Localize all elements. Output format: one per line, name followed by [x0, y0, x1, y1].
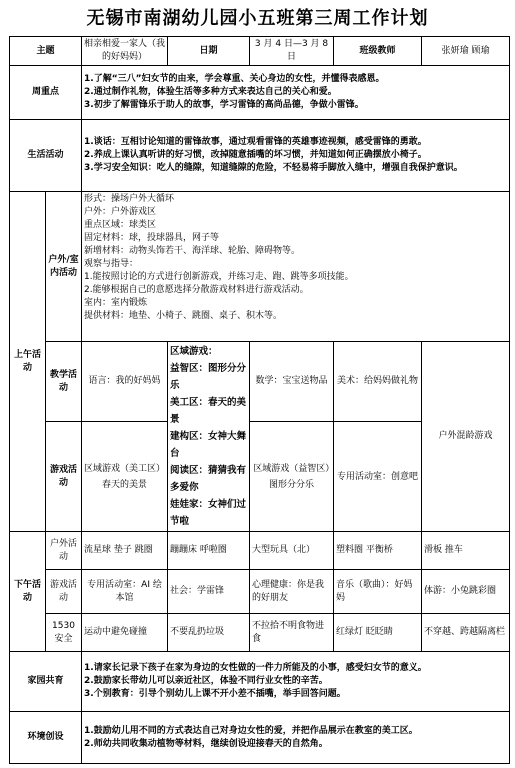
afternoon-row-label: 游戏活动 [46, 570, 82, 614]
game-special-room: 专用活动室：创意吧 [334, 422, 422, 532]
page-title: 无锡市南湖幼儿园小五班第三周工作计划 [86, 8, 429, 29]
env-label: 环境创设 [10, 712, 82, 764]
date-label: 日期 [168, 37, 250, 66]
area-item: 阅读区：猜猜我有多爱你 [170, 465, 247, 493]
env-list [82, 712, 510, 764]
teaching-label: 教学活动 [46, 342, 82, 422]
home-row [10, 652, 510, 712]
header-row [10, 37, 510, 66]
outdoor-label: 户外/室内活动 [46, 192, 82, 342]
afternoon-cell: 运动中避免碰撞 [82, 614, 168, 652]
area-games-cell [168, 342, 250, 532]
teaching-language: 语言：我的好妈妈 [82, 342, 168, 422]
game-label: 游戏活动 [46, 422, 82, 532]
afternoon-cell: 大型玩具（北） [250, 532, 334, 570]
morning-label: 上午活动 [10, 192, 46, 532]
teaching-math: 数学：宝宝送物品 [250, 342, 334, 422]
life-item: 1.谈话：互相讨论知道的雷锋故事，通过观看雷锋的英雄事迹视频，感受雷锋的勇敢。 [84, 137, 427, 147]
afternoon-cell: 心理健康：你是我的好朋友 [250, 570, 334, 614]
env-item: 2.师幼共同收集动植物等材料，继续创设迎接春天的自然角。 [84, 738, 328, 749]
date-value: 3 月 4 日—3 月 8 日 [250, 37, 334, 66]
afternoon-cell: 塑料圈 平衡桥 [334, 532, 422, 570]
home-list [82, 652, 510, 712]
outdoor-line: 室内：室内锻炼 [84, 298, 148, 308]
life-list [82, 120, 510, 192]
afternoon-cell: 不要乱扔垃圾 [168, 614, 250, 652]
area-item: 美工区：春天的美景 [170, 397, 247, 425]
area-item: 娃娃家：女神们过节啦 [170, 499, 247, 527]
outdoor-line: 提供材料：地垫、小椅子、跳圈、桌子、积木等。 [84, 311, 283, 321]
afternoon-row-label: 1530 安全 [46, 614, 82, 652]
afternoon-outdoor-row [10, 532, 510, 570]
focus-item: 2.通过制作礼物，体验生活等多种方式来表达自己的关心和爱。 [84, 87, 337, 97]
weekly-plan-table [9, 36, 510, 764]
life-item: 2.养成上课认真听讲的好习惯，改掉随意插嘴的坏习惯，并知道如何正确摆放小椅子。 [84, 150, 427, 160]
afternoon-cell: 流星球 垫子 跳圈 [82, 532, 168, 570]
afternoon-cell: 不穿越、跨越隔离栏 [422, 614, 510, 652]
outdoor-line: 1.能按照讨论的方式进行创新游戏，并练习走、跑、跳等多项技能。 [84, 272, 354, 282]
outdoor-line: 重点区域：球类区 [84, 220, 157, 230]
morning-teaching-row [10, 342, 510, 422]
life-label: 生活活动 [10, 120, 82, 192]
mixed-age-game: 户外混龄游戏 [422, 342, 510, 532]
teacher-label: 班级教师 [334, 37, 422, 66]
home-item: 2.鼓励家长带幼儿可以亲近社区，体验不同行业女性的辛苦。 [84, 676, 328, 686]
home-item: 1.请家长记录下孩子在家为身边的女性做的一件力所能及的小事，感受妇女节的意义。 [84, 663, 427, 673]
game-puzzle-area: 区域游戏（益智区）图形分分乐 [250, 422, 334, 532]
life-row [10, 120, 510, 192]
focus-item: 1.了解“三八”妇女节的由来，学会尊重、关心身边的女性，并懂得表感恩。 [84, 74, 385, 84]
area-item: 建构区：女神大舞台 [170, 431, 247, 459]
theme-value: 相亲相爱一家人（我的好妈妈） [82, 37, 168, 66]
home-item: 3.个别教育：引导个别幼儿上课不开小差不插嘴，举手回答问题。 [84, 689, 346, 699]
morning-outdoor-row [10, 192, 510, 342]
focus-list [82, 66, 510, 120]
focus-label: 周重点 [10, 66, 82, 120]
afternoon-cell: 社会：学雷锋 [168, 570, 250, 614]
outdoor-line: 新增材料：动物头饰若干、海洋球、轮胎、障碍物等。 [84, 246, 301, 256]
afternoon-cell: 滑板 推车 [422, 532, 510, 570]
env-row [10, 712, 510, 764]
afternoon-cell: 不拉拾不明食物进食 [250, 614, 334, 652]
afternoon-cell: 蹦蹦床 呼啦圈 [168, 532, 250, 570]
afternoon-cell: 音乐（歌曲）：好妈妈 [334, 570, 422, 614]
outdoor-line: 观察与指导： [84, 259, 139, 269]
env-item: 1.鼓励幼儿用不同的方式表达自己对身边女性的爱，并把作品展示在教室的美工区。 [84, 725, 418, 736]
afternoon-cell: 体游：小兔跳彩圈 [422, 570, 510, 614]
focus-item: 3.初步了解雷锋乐于助人的故事，学习雷锋的高尚品德，争做小雷锋。 [84, 100, 364, 110]
home-label: 家园共育 [10, 652, 82, 712]
outdoor-line: 固定材料：球，投球器具，网子等 [84, 233, 220, 243]
afternoon-safety-row [10, 614, 510, 652]
area-item: 益智区：图形分分乐 [170, 363, 247, 391]
game-art-area: 区域游戏（美工区）春天的美景 [82, 422, 168, 532]
afternoon-game-row [10, 570, 510, 614]
afternoon-label: 下午活动 [10, 532, 46, 652]
focus-row [10, 66, 510, 120]
teacher-value: 张妍瑜 顾瑜 [422, 37, 510, 66]
area-title: 区域游戏： [170, 346, 218, 357]
outdoor-details [82, 192, 510, 342]
afternoon-cell: 红绿灯 眨眨睛 [334, 614, 422, 652]
afternoon-row-label: 户外活动 [46, 532, 82, 570]
teaching-art: 美术：给妈妈做礼物 [334, 342, 422, 422]
outdoor-line: 2.能够根据自己的意愿选择分散游戏材料进行游戏活动。 [84, 285, 309, 295]
theme-label: 主题 [10, 37, 82, 66]
outdoor-line: 形式：操场户外大循环 [84, 194, 175, 204]
outdoor-line: 户外：户外游戏区 [84, 207, 157, 217]
life-item: 3.学习安全知识：吃人的缝隙，知道缝隙的危险，不轻易将手脚放入缝中，增强自我保护意识。 [84, 163, 463, 173]
afternoon-cell: 专用活动室：AI 绘本馆 [82, 570, 168, 614]
